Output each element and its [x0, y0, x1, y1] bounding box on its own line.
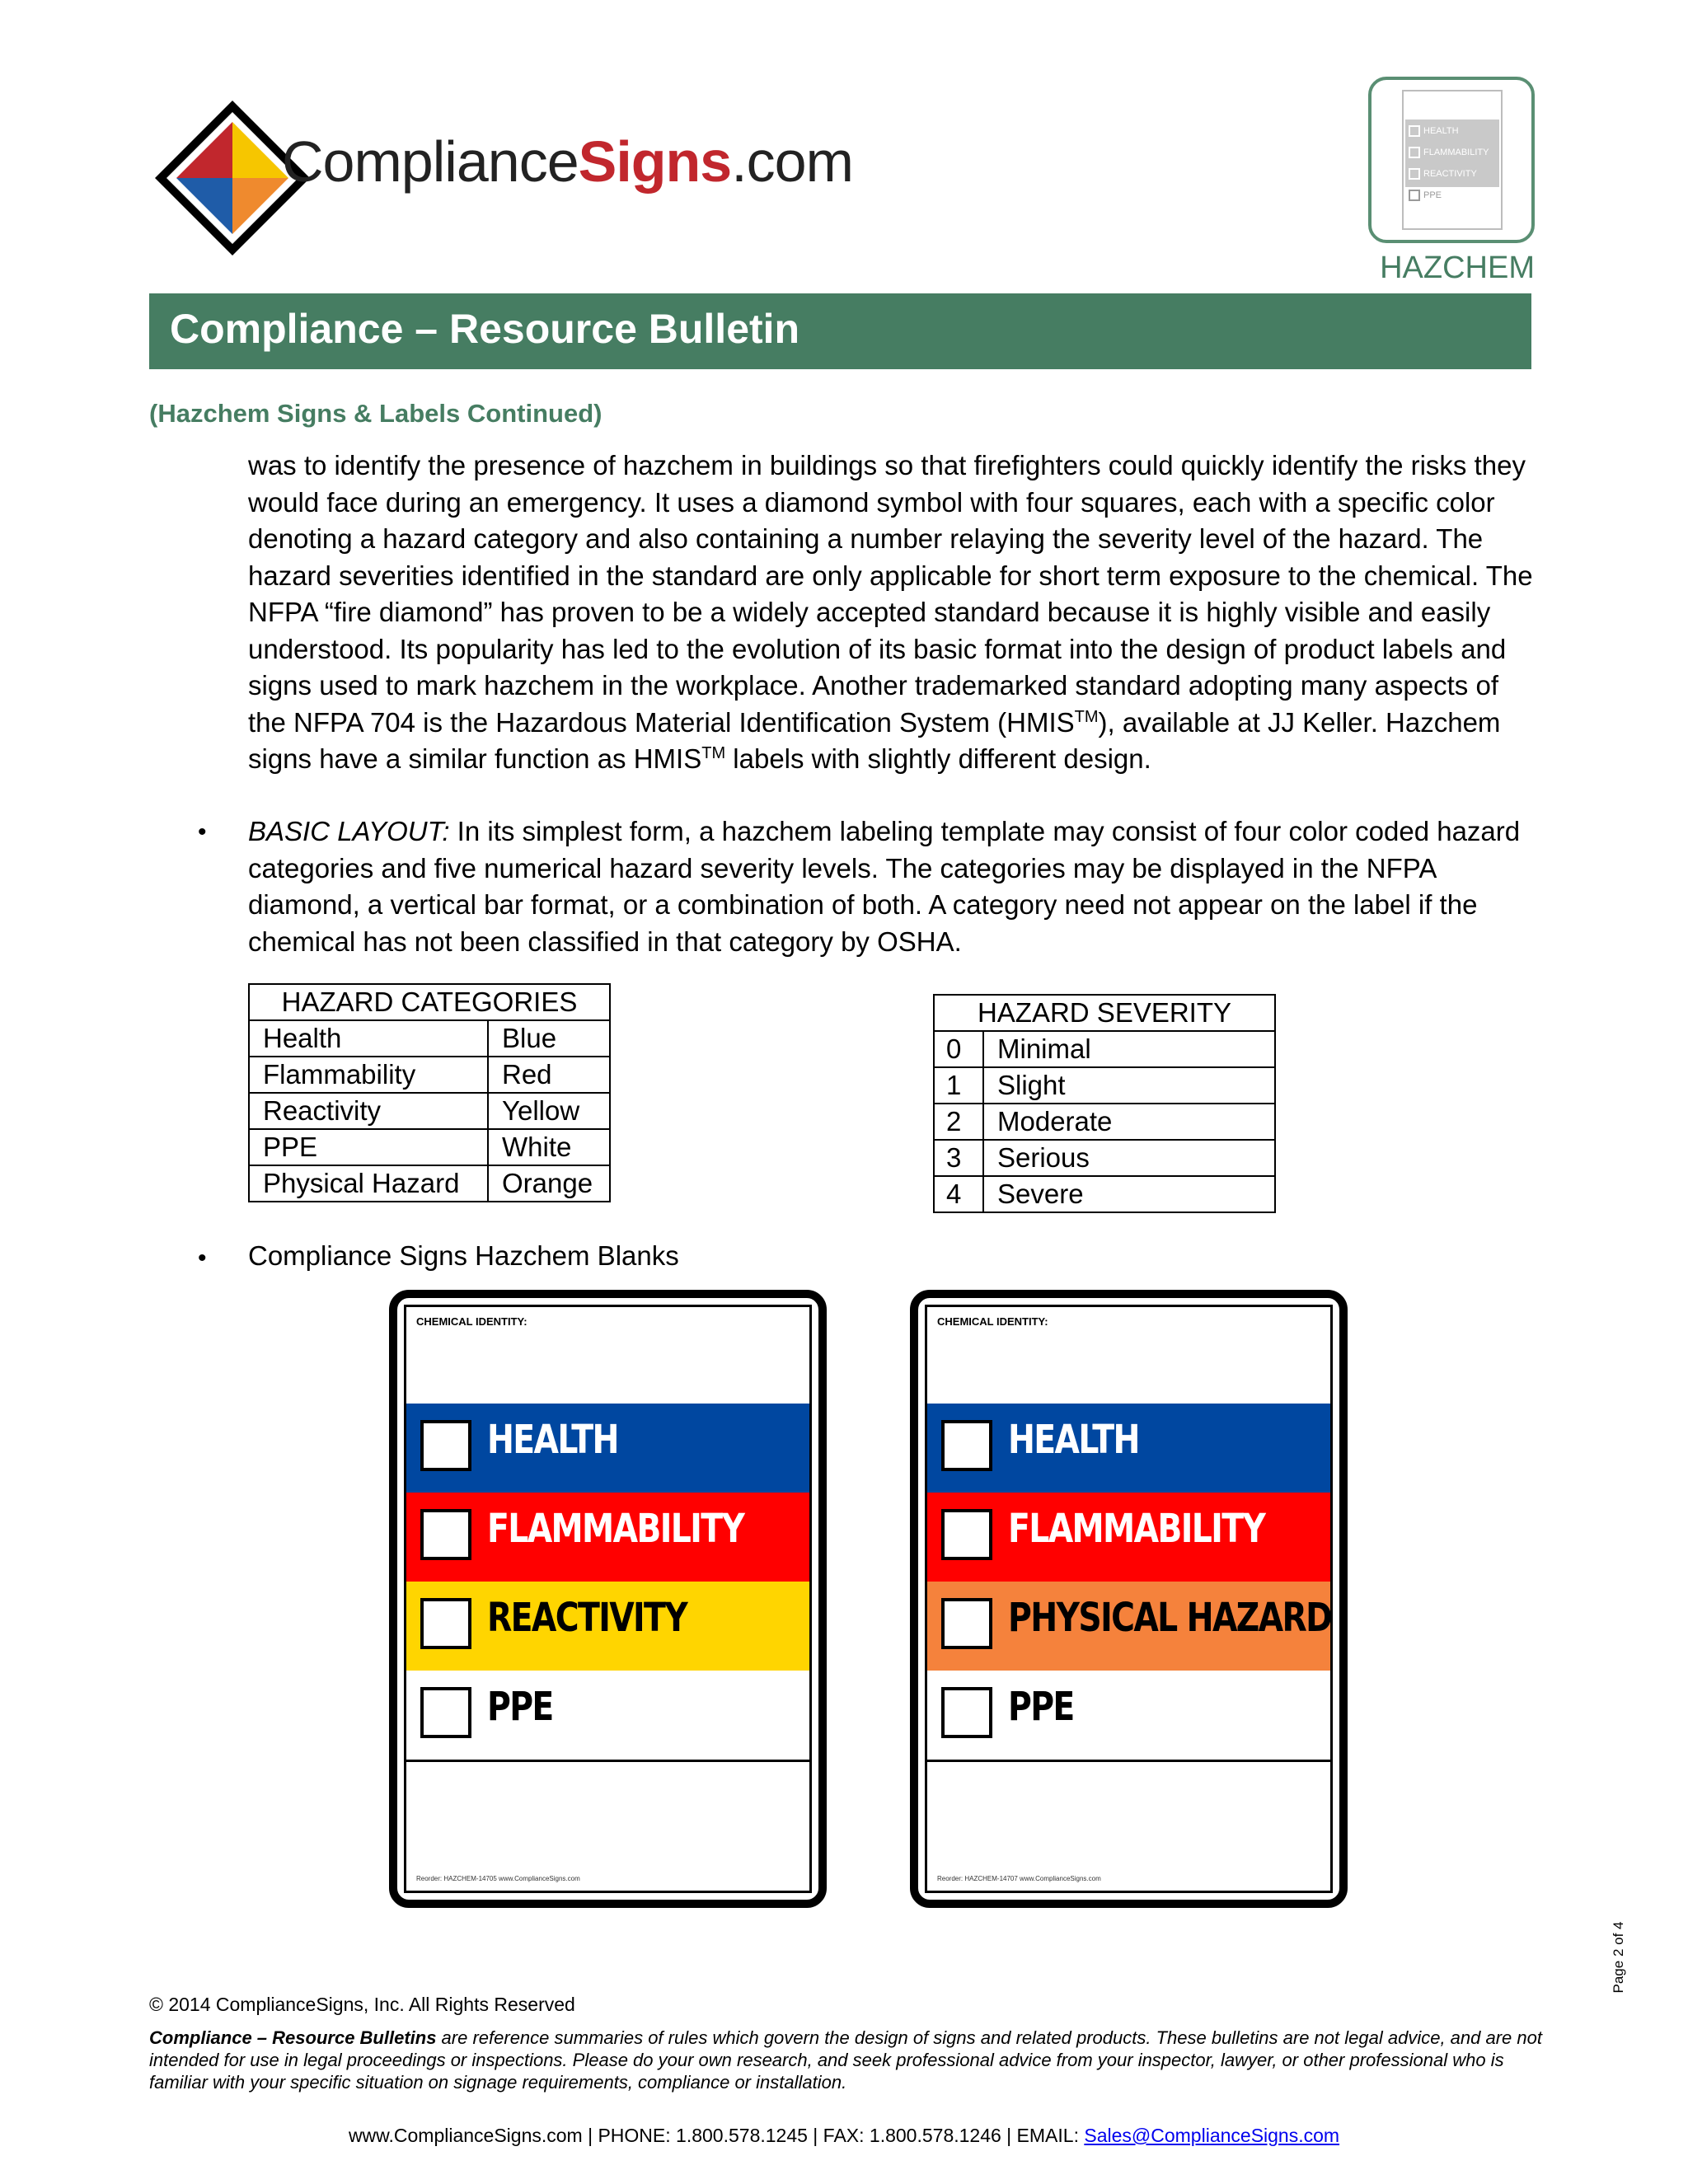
rating-box: [420, 1687, 471, 1738]
bullet-icon: •: [198, 818, 207, 846]
sign-stripe-health: HEALTH: [927, 1404, 1330, 1493]
sign-stripe-physical-hazard: PHYSICAL HAZARD: [927, 1582, 1330, 1671]
sign-stripe-reactivity: REACTIVITY: [406, 1582, 809, 1671]
table-row: 0 Minimal: [934, 1031, 1275, 1067]
rating-box: [420, 1420, 471, 1471]
thumbnail-row: HEALTH: [1409, 121, 1459, 141]
trademark-sup: TM: [701, 744, 726, 762]
table-title: HAZARD CATEGORIES: [249, 984, 610, 1020]
paragraph-basic-layout: BASIC LAYOUT: In its simplest form, a hazchem labeling template may consist of four color coded hazard categories and five numerical hazard severity levels. The categories may be displayed in the NFPA diamond, a vertical bar format, or a combination of both. A category need not appear on the label if the chemical has not been classified in that category by OSHA.: [248, 816, 1521, 957]
sign-stripe-ppe: PPE: [406, 1671, 809, 1762]
thumbnail-label: [1402, 90, 1503, 230]
sign-face: [925, 1305, 1333, 1893]
rating-box: [941, 1687, 992, 1738]
table-row: PPE White: [249, 1129, 610, 1165]
bulletin-title: Compliance – Resource Bulletin: [170, 306, 800, 352]
hazard-categories-table: [248, 983, 611, 1202]
checkbox-icon: [1409, 125, 1420, 137]
sign-stripe-flammability: FLAMMABILITY: [927, 1493, 1330, 1582]
table-title: HAZARD SEVERITY: [934, 995, 1275, 1031]
copyright-notice: © 2014 ComplianceSigns, Inc. All Rights Reserved: [149, 1994, 575, 2015]
section-subheading: (Hazchem Signs & Labels Continued): [149, 399, 603, 428]
reorder-text: Reorder: HAZCHEM-14705 www.ComplianceSigns.com: [416, 1875, 580, 1882]
hazchem-caption: HAZCHEM: [1380, 251, 1535, 285]
hazchem-sign-blank: [389, 1290, 827, 1908]
rating-box: [941, 1420, 992, 1471]
blanks-heading: Compliance Signs Hazchem Blanks: [248, 1240, 679, 1271]
table-row: Reactivity Yellow: [249, 1093, 610, 1129]
paragraph-nfpa: was to identify the presence of hazchem in buildings so that firefighters could quickly identify the risks they would face during an emergency. It uses a diamond symbol with four squares, each with a specific color denoting a hazard category and also containing a number relaying the severity level of the hazard. The hazard severities identified in the standard are only applicable for short term exposure to the chemical. The NFPA “fire diamond” has proven to be a widely accepted standard because it is highly visible and easily understood. Its popularity has led to the evolution of its basic format into the design of product labels and signs used to mark hazchem in the workplace. Another trademarked standard adopting many aspects of the NFPA 704 is the Hazardous Material Identification System (HMIS™), available at JJ Keller. Hazchem signs have a similar function as HMIS™ labels with slightly different design.: [248, 450, 1533, 774]
hazchem-thumbnail: [1368, 77, 1535, 243]
email-link[interactable]: Sales@ComplianceSigns.com: [1084, 2125, 1340, 2146]
logo-prefix: Compliance: [282, 129, 579, 194]
checkbox-icon: [1409, 190, 1420, 201]
trademark-sup: TM: [1074, 707, 1099, 726]
sign-stripe-health: HEALTH: [406, 1404, 809, 1493]
table-row: 3 Serious: [934, 1140, 1275, 1176]
table-row: Flammability Red: [249, 1057, 610, 1093]
bullet-icon: •: [198, 1244, 207, 1272]
hazard-severity-table: [933, 994, 1276, 1213]
rating-box: [941, 1509, 992, 1560]
basic-layout-label: BASIC LAYOUT:: [248, 816, 450, 846]
checkbox-icon: [1409, 147, 1420, 158]
thumbnail-row: PPE: [1409, 185, 1442, 205]
thumbnail-row: FLAMMABILITY: [1409, 143, 1489, 162]
rating-box: [420, 1598, 471, 1649]
sign-stripe-flammability: FLAMMABILITY: [406, 1493, 809, 1582]
logo-signs: Signs: [578, 129, 732, 194]
rating-box: [420, 1509, 471, 1560]
table-row: 2 Moderate: [934, 1104, 1275, 1140]
table-row: 1 Slight: [934, 1067, 1275, 1104]
chemical-identity-label: CHEMICAL IDENTITY:: [416, 1315, 528, 1328]
sign-face: [404, 1305, 812, 1893]
checkbox-icon: [1409, 168, 1420, 180]
contact-line: www.ComplianceSigns.com | PHONE: 1.800.578.1245 | FAX: 1.800.578.1246 | EMAIL: Sales@ComplianceSigns.com: [348, 2125, 1340, 2146]
table-row: Physical Hazard Orange: [249, 1165, 610, 1202]
company-logo-wordmark: [282, 129, 853, 194]
hazchem-sign-blank: [910, 1290, 1348, 1908]
reorder-text: Reorder: HAZCHEM-14707 www.ComplianceSigns.com: [937, 1875, 1101, 1882]
disclaimer: Compliance – Resource Bulletins are reference summaries of rules which govern the design of signs and related products. These bulletins are not legal advice, and are not intended for use in legal proceedings or inspections. Please do your own research, and seek professional advice from your inspector, lawyer, or other professional who is familiar with your specific situation on signage requirements, compliance or installation.: [149, 2027, 1542, 2093]
logo-suffix: .com: [731, 129, 853, 194]
sign-stripe-ppe: PPE: [927, 1671, 1330, 1762]
table-row: Health Blue: [249, 1020, 610, 1057]
thumbnail-row: REACTIVITY: [1409, 164, 1477, 184]
chemical-identity-label: CHEMICAL IDENTITY:: [937, 1315, 1048, 1328]
rating-box: [941, 1598, 992, 1649]
page-number: Page 2 of 4: [1611, 1921, 1626, 1994]
table-row: 4 Severe: [934, 1176, 1275, 1212]
